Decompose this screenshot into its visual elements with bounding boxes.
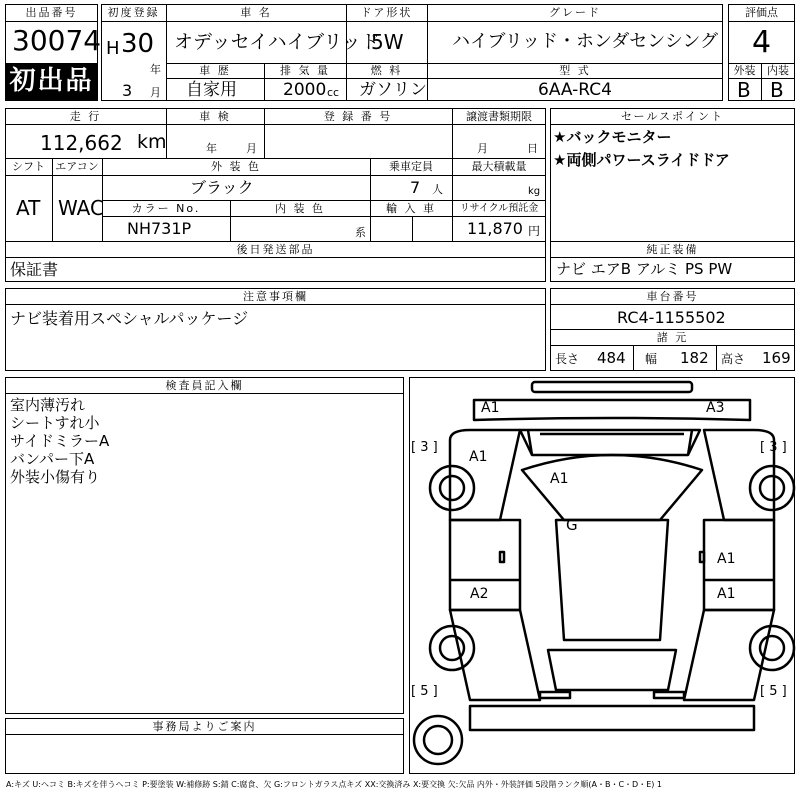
- interior-grade-label: 内装: [767, 64, 789, 77]
- inspector-line-2: シートすれ小: [10, 414, 100, 432]
- chassis-number: RC4-1155502: [617, 308, 726, 327]
- first-listing-badge: 初出品: [6, 63, 97, 100]
- model-code: 6AA-RC4: [538, 80, 612, 100]
- damage-mark-right-rear-door: A1: [717, 586, 736, 602]
- transfer-day-unit: 日: [527, 142, 538, 155]
- max-load-label: 最大積載量: [471, 160, 527, 173]
- fuel-label: 燃 料: [370, 64, 403, 77]
- aircon-label: エアコン: [55, 160, 99, 173]
- history-label: 車 歴: [199, 64, 231, 77]
- inspection-label: 車 検: [199, 110, 231, 123]
- transfer-deadline-label: 譲渡書類期限: [466, 110, 532, 123]
- dims-label: 諸 元: [656, 331, 689, 344]
- ext-color-label: 外 装 色: [211, 160, 261, 173]
- genuine-equip-label: 純正装備: [646, 243, 699, 256]
- caution-label: 注意事項欄: [243, 290, 308, 303]
- damage-mark-front-right: A3: [706, 400, 725, 416]
- sales-point-1: ★バックモニター: [553, 128, 672, 146]
- history: 自家用: [186, 80, 237, 100]
- color-no-label: カラー No.: [131, 202, 201, 215]
- int-color-label: 内 装 色: [275, 202, 325, 215]
- transfer-month-unit: 月: [477, 142, 488, 155]
- score-label: 評価点: [745, 6, 778, 19]
- first-reg-label: 初度登録: [107, 6, 160, 19]
- year-unit: 年: [150, 63, 161, 76]
- office-label: 事務局よりご案内: [152, 720, 257, 733]
- damage-mark-left-fender: A1: [469, 449, 488, 465]
- later-parts: 保証書: [10, 260, 59, 279]
- tire-mark-front-right: [ 3 ]: [760, 440, 787, 455]
- height-label: 高さ: [721, 352, 746, 366]
- later-parts-label: 後日発送部品: [236, 243, 315, 256]
- damage-mark-left-rear-door: A2: [470, 586, 489, 602]
- recycle-deposit: 11,870: [467, 219, 523, 238]
- shift: AT: [16, 196, 41, 220]
- tire-mark-rear-left: [ 5 ]: [411, 684, 438, 699]
- inspector-line-3: サイドミラーA: [10, 432, 110, 450]
- interior-grade: B: [770, 78, 784, 102]
- reg-number-label: 登 録 番 号: [323, 110, 393, 123]
- fuel: ガソリン: [359, 80, 427, 100]
- inspector-line-4: バンパー下A: [10, 450, 95, 468]
- grade-label: グレード: [549, 6, 601, 19]
- inspection-month-unit: 月: [246, 142, 257, 155]
- damage-mark-hood: A1: [550, 471, 569, 487]
- first-reg-month: 3: [122, 81, 133, 100]
- capacity-label: 乗車定員: [389, 160, 433, 173]
- grade: ハイブリッド・ホンダセンシング: [452, 31, 719, 52]
- import-label: 輸 入 車: [386, 202, 436, 215]
- recycle-label: リサイクル預託金: [459, 203, 539, 214]
- exterior-grade: B: [737, 78, 751, 102]
- color-no: NH731P: [127, 219, 192, 238]
- exterior-grade-label: 外装: [733, 64, 756, 77]
- width: 182: [680, 349, 709, 367]
- damage-mark-front-left: A1: [481, 400, 500, 416]
- length: 484: [597, 349, 626, 367]
- inspector-line-5: 外装小傷有り: [10, 468, 101, 486]
- displacement-label: 排 気 量: [280, 64, 330, 77]
- lot-number: 30074: [12, 24, 102, 57]
- displacement-unit: cc: [327, 86, 340, 99]
- recycle-unit: 円: [528, 224, 541, 238]
- capacity: 7: [410, 178, 421, 197]
- tire-mark-front-left: [ 3 ]: [411, 440, 438, 455]
- aircon: WAC: [58, 196, 104, 220]
- tire-mark-rear-right: [ 5 ]: [760, 684, 787, 699]
- legend: A:キズ U:ヘコミ B:キズを伴うヘコミ P:要塗装 W:補修跡 S:錆 C:腐食、欠 G:フロントガラス点キズ XX:交換済み X:要交換 欠:欠品 内外・外装評価 5段階ランク順(A・B・C・D・E) 1: [6, 780, 663, 789]
- width-label: 幅: [645, 352, 658, 366]
- era: H: [106, 38, 120, 59]
- damage-mark-windshield: G: [566, 516, 578, 534]
- damage-mark-right-door: A1: [717, 551, 736, 567]
- length-label: 長さ: [555, 352, 580, 366]
- car-name: オデッセイハイブリッド: [174, 31, 380, 53]
- genuine-equipment: ナビ エアB アルミ PS PW: [556, 260, 733, 278]
- mileage-label: 走 行: [69, 110, 102, 123]
- mileage-unit: km: [137, 131, 167, 153]
- height: 169: [762, 349, 791, 367]
- inspection-year-unit: 年: [206, 142, 217, 155]
- model-label: 型 式: [559, 64, 591, 77]
- inspector-label: 検査員記入欄: [165, 379, 244, 392]
- car-name-label: 車 名: [240, 6, 272, 19]
- sales-point-2: ★両側パワースライドドア: [553, 151, 730, 169]
- inspector-line-1: 室内薄汚れ: [10, 396, 86, 414]
- chassis-label: 車台番号: [646, 290, 699, 303]
- max-load-unit: kg: [528, 186, 541, 197]
- sales-points-label: セールスポイント: [620, 110, 724, 123]
- score: 4: [752, 25, 772, 60]
- ext-color: ブラック: [190, 178, 254, 197]
- displacement: 2000: [283, 80, 327, 100]
- month-unit: 月: [150, 86, 161, 99]
- shift-label: シフト: [12, 160, 45, 173]
- lot-number-label: 出品番号: [25, 6, 78, 19]
- door-type: 5W: [371, 30, 404, 54]
- int-color-unit: 系: [355, 226, 366, 239]
- mileage: 112,662: [40, 131, 123, 155]
- capacity-unit: 人: [432, 183, 443, 196]
- door-label: ドア形状: [360, 6, 413, 19]
- first-reg-year: 30: [121, 29, 155, 59]
- caution-note: ナビ装着用スペシャルパッケージ: [10, 309, 249, 328]
